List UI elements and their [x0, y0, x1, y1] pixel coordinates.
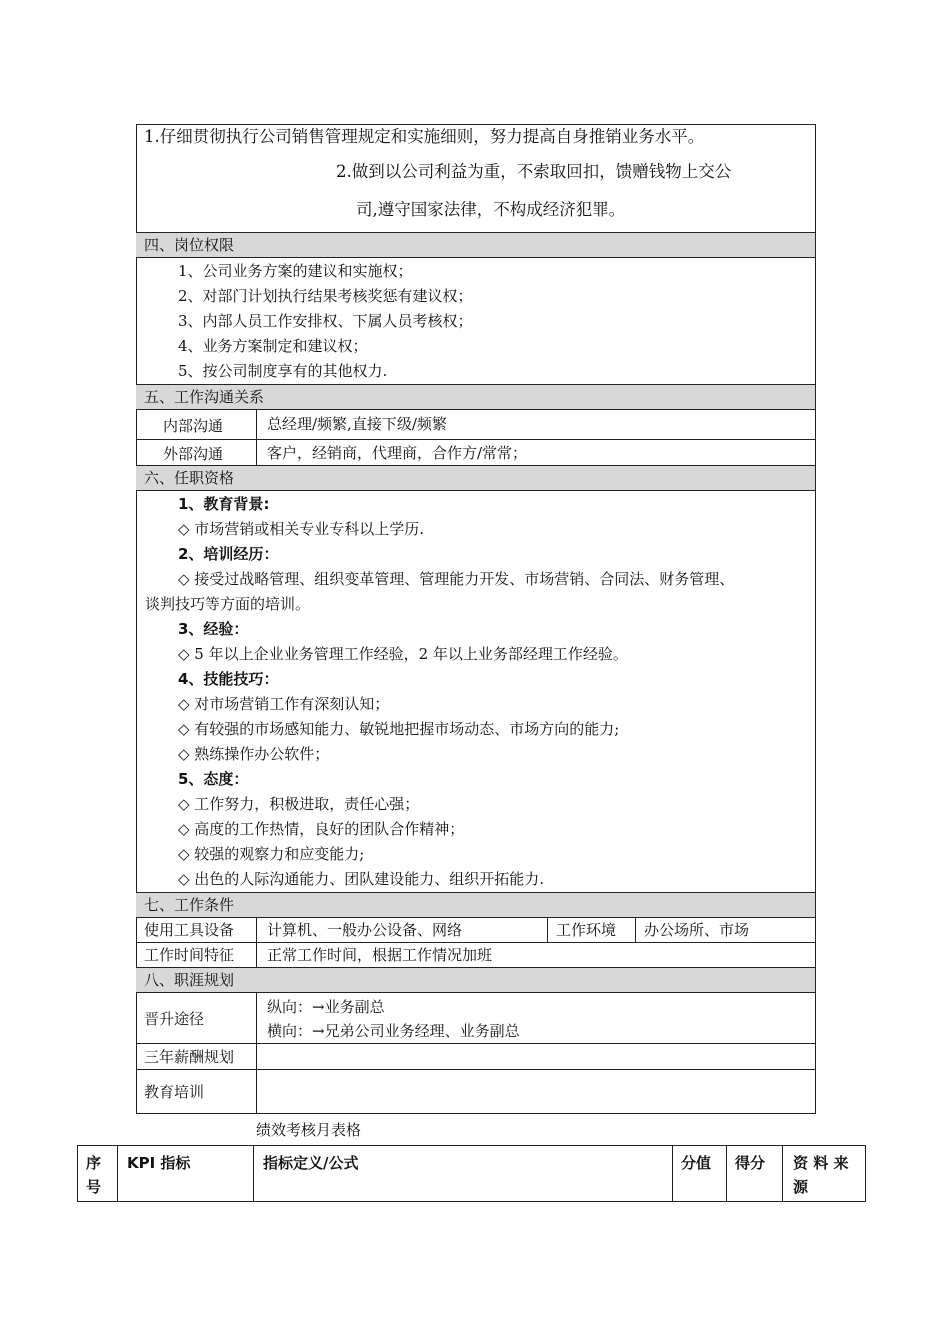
kpi-header-indicator: KPI 指标 — [127, 1154, 191, 1172]
kpi-col-divider — [672, 1145, 673, 1202]
section-career-header: 八、职涯规划 — [136, 968, 815, 992]
qual-attitude-item: ◇ 工作努力，积极进取，责任心强； — [178, 795, 420, 813]
kpi-col-divider — [726, 1145, 727, 1202]
environment-value: 办公场所、市场 — [644, 921, 750, 939]
row-divider — [136, 409, 816, 410]
promotion-label: 晋升途径 — [144, 1010, 205, 1028]
intro-line-2: 2.做到以公司利益为重，不索取回扣，馈赠钱物上交公 — [336, 162, 732, 181]
qual-skill-item: ◇ 熟练操作办公软件； — [178, 745, 330, 763]
kpi-top-border — [77, 1145, 866, 1146]
kpi-col-divider — [782, 1145, 783, 1202]
kpi-col-divider — [865, 1145, 866, 1202]
qual-education-item: ◇ 市场营销或相关专业专科以上学历. — [178, 520, 425, 538]
comm-internal-label: 内部沟通 — [163, 417, 224, 435]
row-divider — [136, 257, 816, 258]
kpi-header-definition: 指标定义/公式 — [263, 1154, 359, 1172]
qual-experience-title: 3、经验： — [178, 620, 249, 638]
qual-training-title: 2、培训经历： — [178, 545, 279, 563]
row-divider — [136, 490, 816, 491]
tools-label: 使用工具设备 — [144, 921, 235, 939]
row-divider — [136, 439, 816, 440]
kpi-bottom-border — [77, 1201, 866, 1202]
qual-attitude-item: ◇ 出色的人际沟通能力、团队建设能力、组织开拓能力. — [178, 870, 545, 888]
kpi-header-score: 得分 — [735, 1154, 766, 1172]
salary-plan-label: 三年薪酬规划 — [144, 1048, 235, 1066]
kpi-header-seq: 号 — [86, 1178, 102, 1196]
kpi-header-value: 分值 — [681, 1154, 712, 1172]
kpi-table-caption: 绩效考核月表格 — [256, 1121, 362, 1139]
authority-item: 1、公司业务方案的建议和实施权； — [178, 262, 413, 280]
qual-attitude-item: ◇ 较强的观察力和应变能力; — [178, 845, 365, 863]
kpi-col-divider — [253, 1145, 254, 1202]
qual-skill-item: ◇ 对市场营销工作有深刻认知； — [178, 695, 390, 713]
section-communication-header: 五、工作沟通关系 — [136, 385, 815, 409]
row-divider — [136, 1043, 816, 1044]
qual-attitude-title: 5、态度： — [178, 770, 249, 788]
work-time-label: 工作时间特征 — [144, 946, 235, 964]
col-divider — [547, 917, 548, 942]
section-qualifications-header: 六、任职资格 — [136, 466, 815, 490]
qual-experience-item: ◇ 5 年以上企业业务管理工作经验，2 年以上业务部经理工作经验。 — [178, 645, 628, 663]
authority-item: 5、按公司制度享有的其他权力. — [178, 362, 388, 380]
row-divider — [136, 992, 816, 993]
environment-label: 工作环境 — [556, 921, 617, 939]
qual-education-title: 1、教育背景: — [178, 495, 270, 513]
qual-training-item-2: 谈判技巧等方面的培训。 — [145, 595, 311, 613]
intro-line-3: 司,遵守国家法律，不构成经济犯罪。 — [356, 200, 626, 219]
section-conditions-header: 七、工作条件 — [136, 893, 815, 917]
kpi-header-seq: 序 — [86, 1154, 102, 1172]
qual-attitude-item: ◇ 高度的工作热情，良好的团队合作精神； — [178, 820, 465, 838]
table-bottom-border — [136, 1113, 816, 1114]
promotion-line-horizontal: 横向：→兄弟公司业务经理、业务副总 — [267, 1022, 520, 1040]
comm-external-label: 外部沟通 — [163, 445, 224, 463]
table-right-border — [815, 124, 816, 1114]
section-authority-header: 四、岗位权限 — [136, 233, 815, 257]
comm-internal-value: 总经理/频繁,直接下级/频繁 — [267, 415, 447, 433]
intro-line-1: 1.仔细贯彻执行公司销售管理规定和实施细则，努力提高自身推销业务水平。 — [144, 127, 705, 146]
authority-item: 2、对部门计划执行结果考核奖惩有建议权； — [178, 287, 473, 305]
kpi-col-divider — [77, 1145, 78, 1202]
tools-value: 计算机、一般办公设备、网络 — [267, 921, 463, 939]
kpi-header-source: 资 料 来 — [793, 1154, 849, 1172]
row-divider — [136, 1069, 816, 1070]
qual-training-item-1: ◇ 接受过战略管理、组织变革管理、管理能力开发、市场营销、合同法、财务管理、 — [178, 570, 735, 588]
table-left-border — [136, 124, 137, 1114]
col-divider — [256, 992, 257, 1113]
kpi-col-divider — [117, 1145, 118, 1202]
authority-item: 4、业务方案制定和建议权； — [178, 337, 368, 355]
work-time-value: 正常工作时间，根据工作情况加班 — [267, 946, 493, 964]
authority-item: 3、内部人员工作安排权、下属人员考核权； — [178, 312, 473, 330]
qual-skills-title: 4、技能技巧： — [178, 670, 279, 688]
col-divider — [256, 409, 257, 465]
qual-skill-item: ◇ 有较强的市场感知能力、敏锐地把握市场动态、市场方向的能力; — [178, 720, 620, 738]
training-label: 教育培训 — [144, 1083, 205, 1101]
comm-external-value: 客户，经销商，代理商，合作方/常常； — [267, 444, 528, 462]
kpi-header-source: 源 — [793, 1178, 809, 1196]
promotion-line-vertical: 纵向：→业务副总 — [267, 998, 385, 1016]
col-divider — [635, 917, 636, 942]
